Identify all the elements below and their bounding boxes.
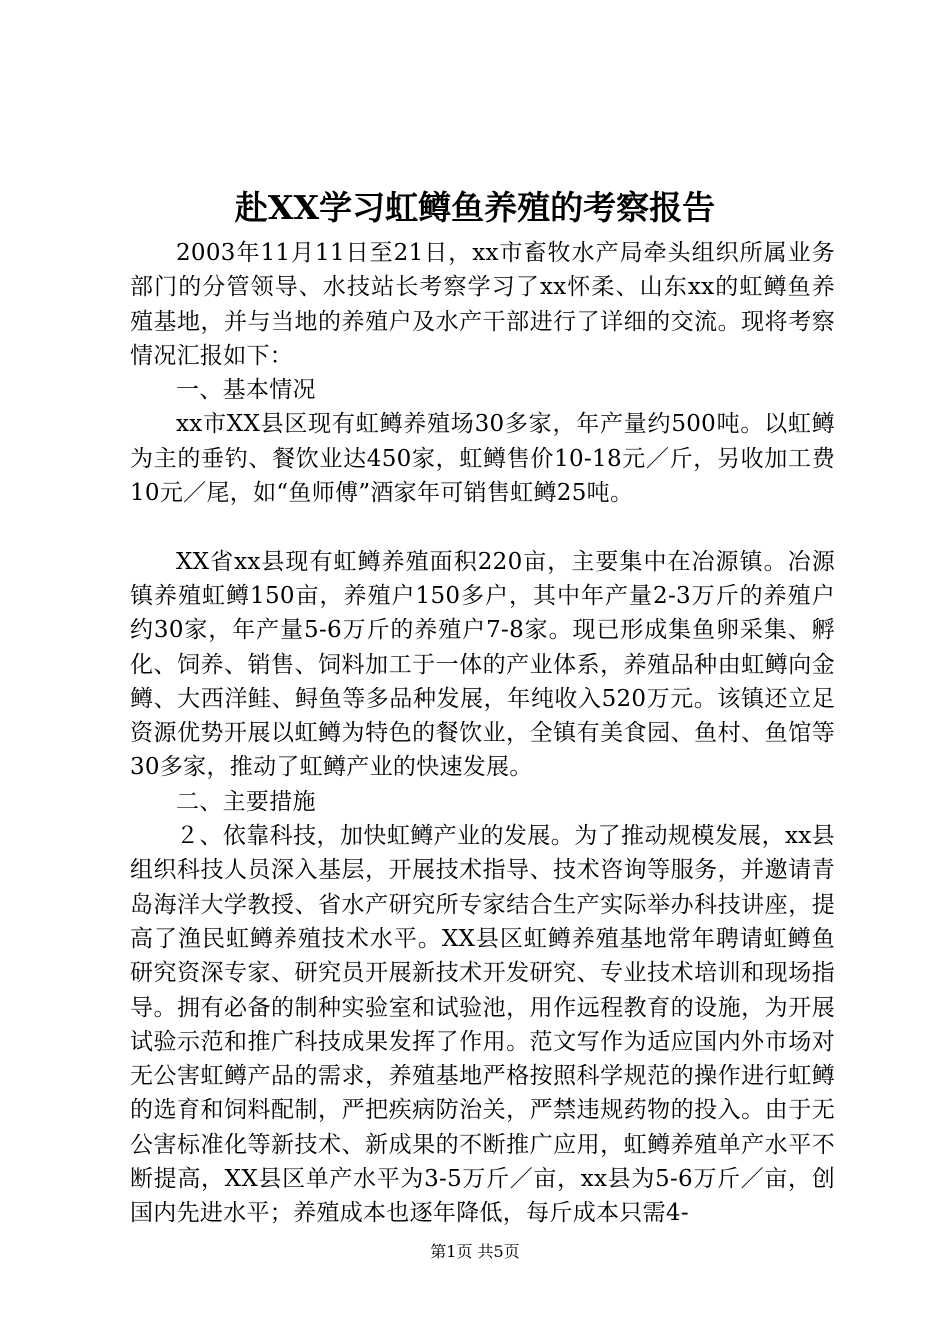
intro-paragraph: 2003年11月11日至21日，xx市畜牧水产局牵头组织所属业务部门的分管领导、水技站长考察学习了xx怀柔、山东xx的虹鳟鱼养殖基地，并与当地的养殖户及水产干部进行了详细的交流。现将考察情况汇报如下： xyxy=(130,240,835,369)
document-body xyxy=(130,236,835,1231)
page-footer: 第1页 共5页 xyxy=(430,1242,520,1261)
paragraph-spacer xyxy=(130,510,835,544)
section-heading-main-measures: 二、主要措施 xyxy=(176,788,316,815)
document-title: 赴XX学习虹鳟鱼养殖的考察报告 xyxy=(234,188,716,227)
basic-situation-paragraph-1: xx市XX县区现有虹鳟养殖场30多家，年产量约500吨。以虹鳟为主的垂钓、餐饮业达450家，虹鳟售价10-18元／斤，另收加工费10元／尾，如“鱼师傅”酒家年可销售虹鳟25吨。 xyxy=(130,411,835,507)
section-heading-basic-situation: 一、基本情况 xyxy=(176,377,316,404)
basic-situation-paragraph-2: XX省xx县现有虹鳟养殖面积220亩，主要集中在冶源镇。冶源镇养殖虹鳟150亩，养殖户150多户，其中年产量2-3万斤的养殖户约30家，年产量5-6万斤的养殖户7-8家。现已形成集鱼卵采集、孵化、饲养、销售、饲料加工于一体的产业体系，养殖品种由虹鳟向金鳟、大西洋鲑、鲟鱼等多品种发展，年纯收入520万元。该镇还立足资源优势开展以虹鳟为特色的餐饮业，全镇有美食园、鱼村、鱼馆等30多家，推动了虹鳟产业的快速发展。 xyxy=(130,548,835,781)
main-measures-paragraph: ２、依靠科技，加快虹鳟产业的发展。为了推动规模发展，xx县组织科技人员深入基层，开展技术指导、技术咨询等服务，并邀请青岛海洋大学教授、省水产研究所专家结合生产实际举办科技讲座，提高了渔民虹鳟养殖技术水平。XX县区虹鳟养殖基地常年聘请虹鳟鱼研究资深专家、研究员开展新技术开发研究、专业技术培训和现场指导。拥有必备的制种实验室和试验池，用作远程教育的设施，为开展试验示范和推广科技成果发挥了作用。范文写作为适应国内外市场对无公害虹鳟产品的需求，养殖基地严格按照科学规范的操作进行虹鳟的选育和饲料配制，严把疾病防治关，严禁违规药物的投入。由于无公害标准化等新技术、新成果的不断推广应用，虹鳟养殖单产水平不断提高，XX县区单产水平为3-5万斤／亩，xx县为5-6万斤／亩，创国内先进水平；养殖成本也逐年降低，每斤成本只需4- xyxy=(130,823,835,1227)
